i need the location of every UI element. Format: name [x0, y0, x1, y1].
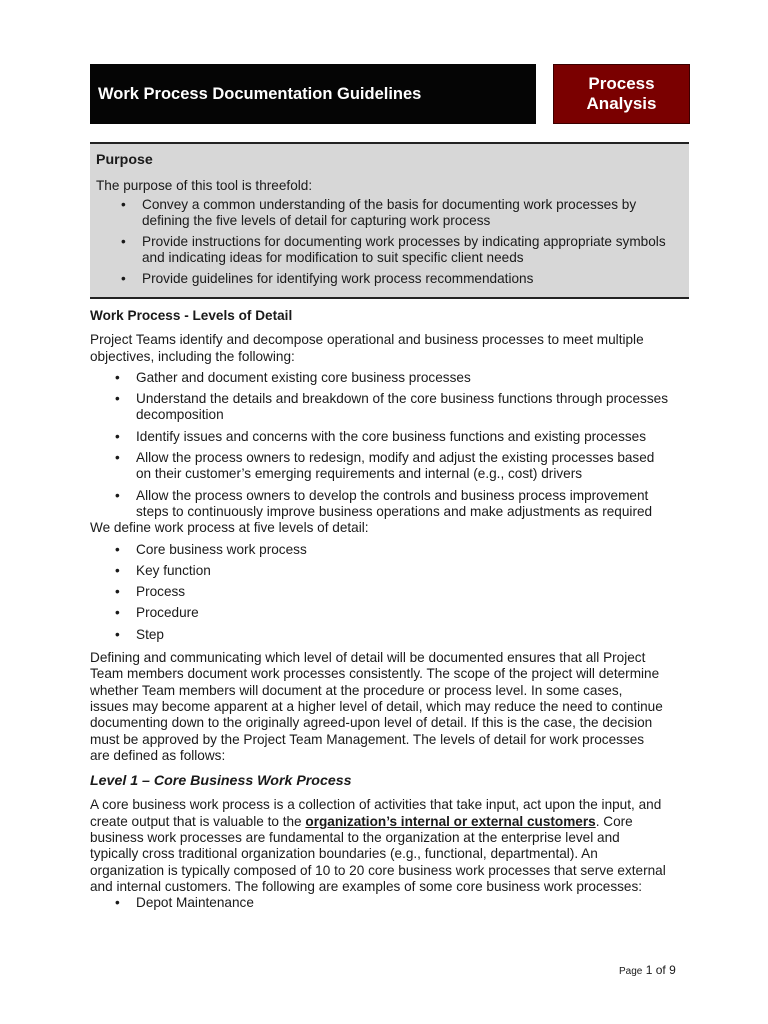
purpose-heading: Purpose — [96, 152, 153, 168]
define-text: We define work process at five levels of detail: — [90, 520, 369, 536]
document-title: Work Process Documentation Guidelines — [98, 84, 422, 103]
list-item: • Understand the details and breakdown of the core business functions through processes decomposition — [90, 391, 690, 424]
list-item: • Provide guidelines for identifying work process recommendations — [96, 271, 689, 287]
list-item: • Procedure — [90, 605, 690, 621]
purpose-box — [90, 142, 689, 299]
list-item: • Core business work process — [90, 542, 690, 558]
list-item: • Identify issues and concerns with the core business functions and existing processes — [90, 429, 690, 445]
levels-paragraph: Defining and communicating which level of detail will be documented ensures that all Project Team members document work processes consistently. The scope of the project will determine whether Team members will document at the procedure or process level. In some cases, issues may become apparent at a higher level of detail, which may reduce the need to continue documenting down to the originally agreed-upon level of detail. If this is the case, the decision must be approved by the Project Team Management. The levels of detail for work processes are defined as follows: — [90, 650, 663, 763]
objectives-list — [90, 370, 690, 520]
list-item: • Allow the process owners to develop the controls and business process improvement steps to continuously improve business operations and make adjustments as required — [90, 488, 690, 521]
list-item: • Gather and document existing core business processes — [90, 370, 690, 386]
customers-link: organization’s internal or external customers — [305, 813, 596, 829]
levels-list — [90, 542, 690, 643]
category-tag — [553, 64, 690, 124]
list-item: • Convey a common understanding of the basis for documenting work processes by defining the five levels of detail for capturing work process — [96, 197, 689, 229]
level1-heading: Level 1 – Core Business Work Process — [90, 773, 352, 790]
list-item: • Allow the process owners to redesign, modify and adjust the existing processes based on their customer’s emerging requirements and internal (e.g., cost) drivers — [90, 450, 690, 483]
list-item: • Process — [90, 584, 690, 600]
list-item: • Provide instructions for documenting work processes by indicating appropriate symbols and indicating ideas for modification to suit specific client needs — [96, 234, 689, 266]
purpose-list — [96, 197, 689, 287]
page-total: of 9 — [655, 963, 676, 977]
list-item: • Key function — [90, 563, 690, 579]
main-content — [90, 308, 690, 912]
purpose-intro: The purpose of this tool is threefold: — [96, 178, 313, 193]
page-number: 1 — [645, 963, 653, 977]
page-footer — [619, 963, 676, 977]
section-heading: Work Process - Levels of Detail — [90, 308, 293, 323]
list-item: • Step — [90, 627, 690, 643]
document-title-bar — [90, 64, 536, 124]
category-tag-label: Process Analysis — [586, 74, 657, 113]
examples-list — [90, 895, 690, 911]
level1-paragraph: A core business work process is a collection of activities that take input, act upon the input, and create output that is valuable to the organization’s internal or external customers. Core business work processes are fundamental to the organization at the enterprise level and typically cross traditional organization boundaries (e.g., functional, departmental). An organization is typically composed of 10 to 20 core business work processes that serve external and internal customers. The following are examples of some core business work processes: — [90, 797, 666, 894]
list-item: • Depot Maintenance — [90, 895, 690, 911]
intro-paragraph: Project Teams identify and decompose operational and business processes to meet multiple objectives, including the following: — [90, 332, 644, 364]
page-label: Page — [619, 966, 643, 977]
